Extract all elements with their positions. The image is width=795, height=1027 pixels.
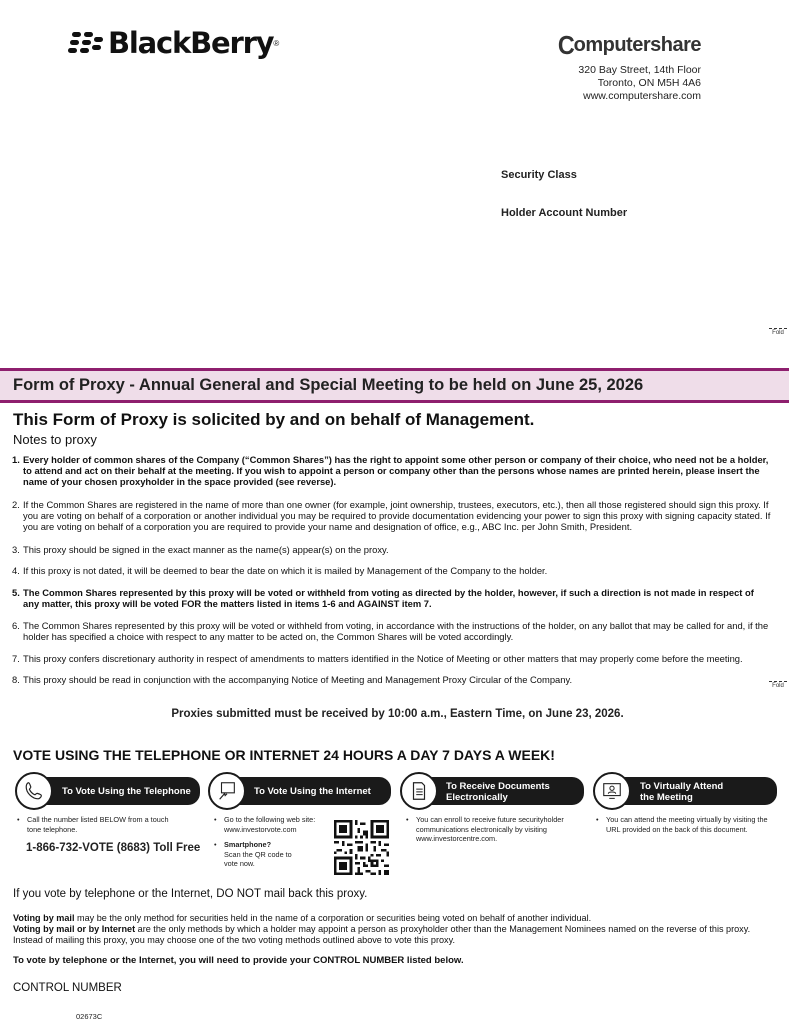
computershare-logo	[557, 30, 701, 61]
address-line-1: 320 Bay Street, 14th Floor	[578, 64, 701, 76]
control-number-note: To vote by telephone or the Internet, you will need to provide your CONTROL NUMBER listed below.	[13, 955, 464, 966]
telephone-bullet: • Call the number listed BELOW from a touch tone telephone.	[17, 815, 182, 834]
internet-bullet: • Go to the following web site: www.investorvote.com	[214, 815, 326, 834]
internet-title: To Vote Using the Internet	[254, 786, 371, 797]
submission-deadline: Proxies submitted must be received by 10:00 a.m., Eastern Time, on June 23, 2026.	[171, 708, 624, 720]
meeting-bullet: • You can attend the meeting virtually by visiting the URL provided on the back of this document.	[596, 815, 774, 834]
note-4: 4. If this proxy is not dated, it will be deemed to bear the date on which it is mailed by Management of the Company to the holder.	[12, 565, 548, 576]
meeting-title: To Virtually Attend the Meeting	[640, 781, 724, 803]
blackberry-logo	[68, 26, 279, 60]
blackberry-dots-icon	[68, 30, 104, 56]
vote-heading: VOTE USING THE TELEPHONE OR INTERNET 24 HOURS A DAY 7 DAYS A WEEK!	[13, 747, 555, 763]
note-2: 2. If the Common Shares are registered in the name of more than one owner (for example, joint ownership, trustees, executors, etc.), then all those registered should sign this proxy. If you are voting on behalf of a corporation or another individual you may be required to provide documentation evidencing your power to sign this proxy with signing capacity stated. If you are voting on behalf of a corporation you are required to provide your name and designation of office, e.g., ABC Inc. per John Smith, President.	[12, 499, 771, 533]
do-not-mail-note: If you vote by telephone or the Internet, DO NOT mail back this proxy.	[13, 888, 368, 900]
telephone-title: To Vote Using the Telephone	[62, 786, 191, 797]
control-number-label: CONTROL NUMBER	[13, 982, 122, 994]
fold-marker: Fold	[769, 328, 787, 336]
documents-title: To Receive Documents Electronically	[446, 781, 550, 803]
address-line-3: www.computershare.com	[583, 90, 701, 102]
form-title: Form of Proxy - Annual General and Special Meeting to be held on June 25, 2026	[13, 376, 644, 394]
holder-account-number-label: Holder Account Number	[501, 207, 628, 219]
agent-address	[578, 64, 701, 103]
cursor-icon	[208, 772, 246, 810]
note-3: 3. This proxy should be signed in the exact manner as the name(s) appear(s) on the proxy.	[12, 544, 389, 555]
note-8: 8. This proxy should be read in conjunction with the accompanying Notice of Meeting and Management Proxy Circular of the Company.	[12, 674, 573, 685]
computershare-name: omputershare	[573, 34, 701, 56]
smartphone-bullet: • Smartphone? Scan the QR code to vote now.	[214, 840, 304, 869]
brand-name: BlackBerry	[108, 26, 274, 60]
monitor-person-icon	[593, 772, 631, 810]
documents-bullet: • You can enroll to receive future securityholder communications electronically by visiting www.investorcentre.com.	[406, 815, 576, 844]
note-6: 6. The Common Shares represented by this proxy will be voted or withheld from voting, in accordance with the instructions of the holder, on any ballot that may be called for and, if the holder has specified a choice with respect to any matter to be acted on, the Common Shares will be voted accordingly.	[12, 620, 769, 643]
security-class-label: Security Class	[501, 169, 577, 181]
document-icon	[400, 772, 438, 810]
qr-code[interactable]	[334, 820, 389, 875]
banner-bottom-rule	[0, 400, 789, 403]
note-7: 7. This proxy confers discretionary authority in respect of amendments to matters identified in the Notice of Meeting or other matters that may properly come before the meeting.	[12, 653, 743, 664]
computershare-initial: C	[558, 30, 575, 60]
voting-methods-note: Voting by mail may be the only method for securities held in the name of a corporation or securities being voted on behalf of another individual. Voting by mail or by Internet are the only methods by which a holder may appoint a person as proxyholder other than the Management Nominees named on the reverse of this proxy. Instead of mailing this proxy, you may choose one of the two voting methods outlined above to vote this proxy.	[13, 913, 751, 945]
address-line-2: Toronto, ON M5H 4A6	[597, 77, 701, 89]
fold-marker-2: Fold	[769, 681, 787, 689]
notes-heading: Notes to proxy	[13, 432, 97, 447]
brand-trademark: ®	[273, 38, 280, 48]
form-code: 02673C	[76, 1012, 103, 1021]
phone-number: 1-866-732-VOTE (8683) Toll Free	[26, 842, 201, 854]
note-5: 5. The Common Shares represented by this proxy will be voted or withheld from voting as directed by the holder, however, if such a direction is not made in respect of any matter, this proxy will be voted FOR the matters listed in items 1-6 and AGAINST item 7.	[12, 587, 754, 610]
phone-icon	[15, 772, 53, 810]
main-heading: This Form of Proxy is solicited by and on behalf of Management.	[13, 410, 535, 429]
note-1: 1. Every holder of common shares of the Company (“Common Shares”) has the right to appoint some other person or company of their choice, who need not be a holder, to attend and act on their behalf at the meeting. If you wish to appoint a person or company other than the persons whose names are printed herein, please insert the name of your chosen proxyholder in the space provided (see reverse).	[12, 454, 769, 488]
